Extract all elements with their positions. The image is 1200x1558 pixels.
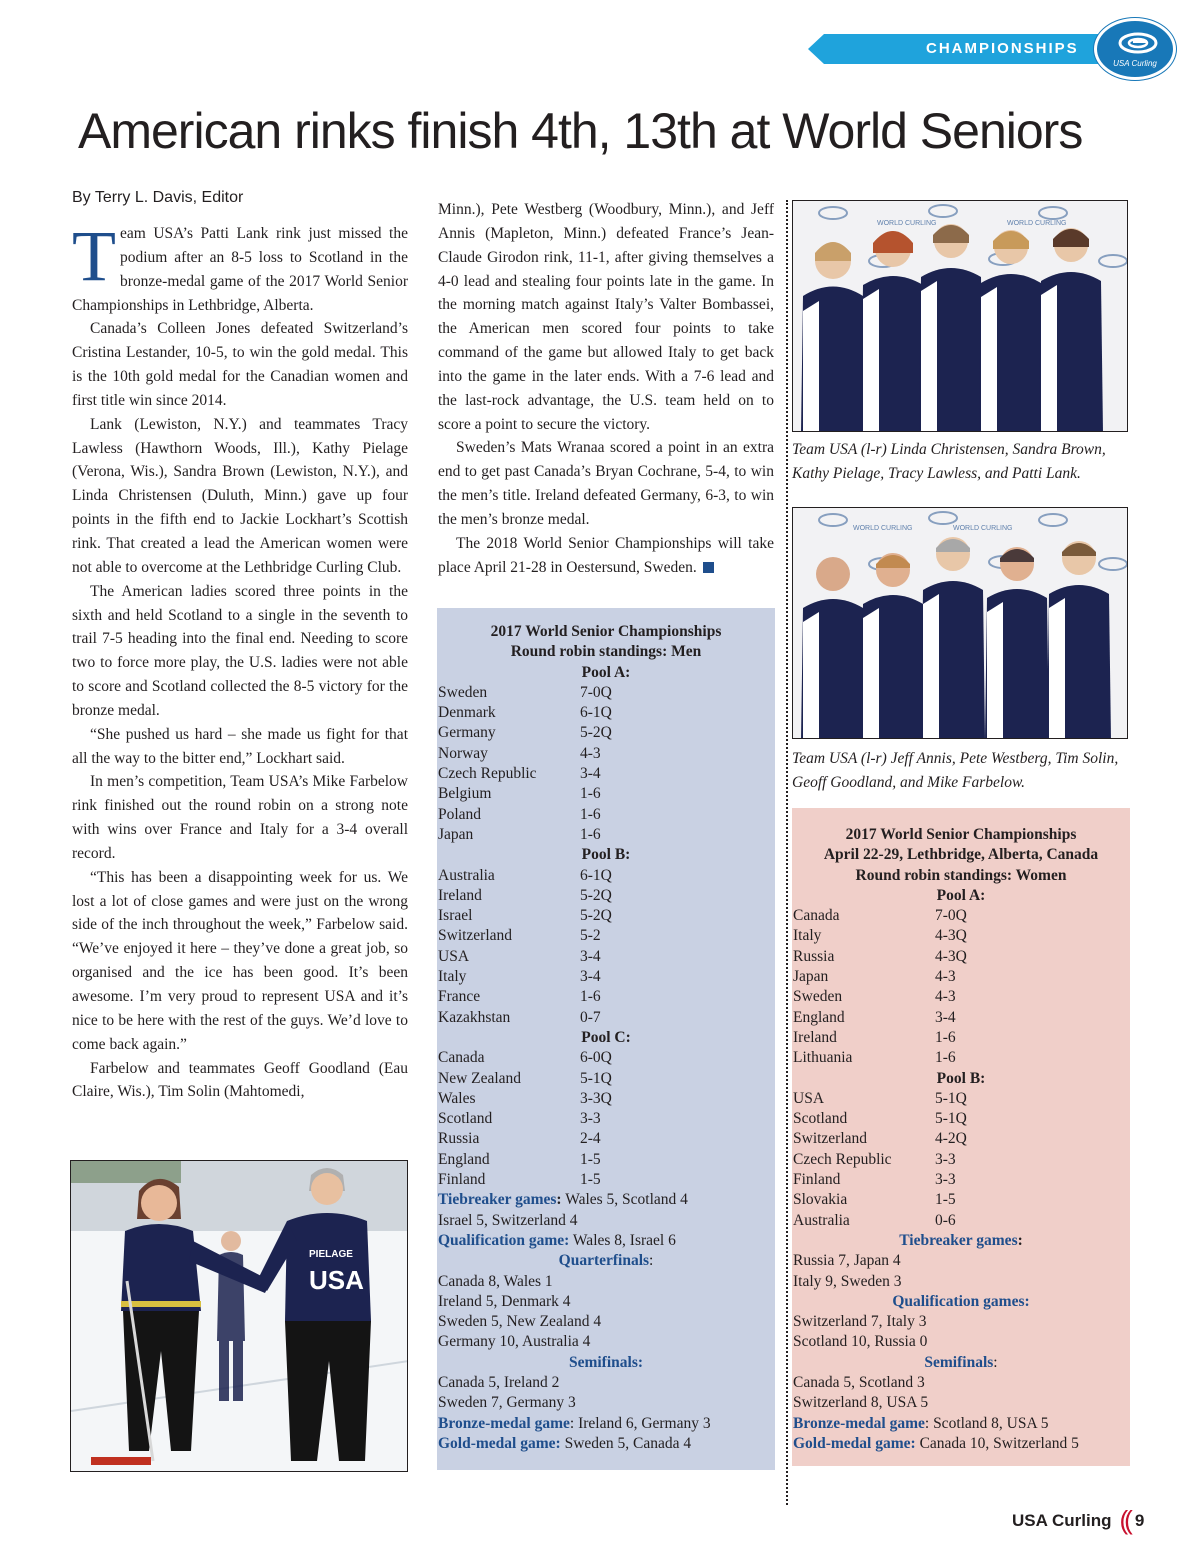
men-photo-caption: Team USA (l-r) Jeff Annis, Pete Westberg, Tim Solin, Geoff Goodland, and Mike Farbelow.: [792, 750, 1119, 791]
pool-c-rows: [437, 1048, 775, 1190]
women-team-photo: [792, 200, 1128, 432]
team-name: Scotland: [438, 1110, 493, 1128]
paragraph: In men’s competition, Team USA’s Mike Farbelow rink finished out the round robin on a strong note with wins over France and Italy for a 3-4 overall record.: [72, 773, 408, 862]
pool-a-rows: [437, 683, 775, 845]
footer-mark-icon: ((: [1119, 1505, 1129, 1535]
team-record: 4-3: [580, 744, 601, 762]
standings-row: [437, 967, 775, 987]
paragraph: “She pushed us hard – she made us fight for that all the way to the bitter end,” Lockhart said.: [72, 725, 408, 767]
end-mark-icon: [703, 562, 714, 573]
team-name: Italy: [438, 968, 467, 986]
result-line: Switzerland 8, USA 5: [793, 1394, 929, 1412]
team-name: Sweden: [438, 683, 488, 701]
paragraph: Farbelow and teammates Geoff Goodland (Eau Claire, Wis.), Tim Solin (Mahtomedi,: [72, 1059, 408, 1101]
result-line: Scotland 10, Russia 0: [793, 1333, 928, 1351]
qualification-line: Qualification game: Wales 8, Israel 6: [438, 1231, 676, 1249]
team-name: Czech Republic: [438, 765, 537, 783]
team-name: Russia: [793, 947, 835, 965]
standings-row: [792, 947, 1130, 967]
team-record: 4-3Q: [935, 927, 967, 945]
byline: By Terry L. Davis, Editor: [72, 189, 244, 206]
qualification-results: [792, 1312, 1130, 1353]
page-footer: [1012, 1505, 1144, 1536]
team-record: 7-0Q: [935, 907, 967, 925]
standings-row: [792, 906, 1130, 926]
team-record: 5-1Q: [935, 1110, 967, 1128]
result-line: Sweden 5, New Zealand 4: [438, 1313, 602, 1331]
standings-row: [437, 1129, 775, 1149]
result-line: Canada 5, Scotland 3: [793, 1374, 925, 1392]
tiebreaker-line: Israel 5, Switzerland 4: [438, 1211, 578, 1229]
team-record: 0-6: [935, 1211, 956, 1229]
team-record: 5-2Q: [580, 886, 612, 904]
paragraph: Canada’s Colleen Jones defeated Switzerland’s Cristina Lestander, 10-5, to win the gold medal. This is the 10th gold medal for the Canadian women and first title win since 2014.: [72, 320, 408, 409]
svg-text:USA: USA: [309, 1265, 364, 1295]
team-name: USA: [793, 1089, 825, 1107]
box-subtitle: Round robin standings: Men: [510, 643, 702, 661]
standings-row: [792, 1089, 1130, 1109]
tiebreaker-heading: Tiebreaker games:: [899, 1231, 1023, 1249]
svg-text:WORLD CURLING: WORLD CURLING: [1007, 220, 1067, 227]
team-record: 1-5: [935, 1191, 956, 1209]
team-record: 0-7: [580, 1008, 601, 1026]
standings-row: [437, 886, 775, 906]
team-name: Sweden: [793, 988, 843, 1006]
box-title: 2017 World Senior Championships: [845, 826, 1077, 843]
team-name: Finland: [793, 1171, 841, 1189]
team-record: 4-3: [935, 968, 956, 986]
standings-row: [437, 784, 775, 804]
team-record: 1-6: [935, 1028, 956, 1046]
team-record: 5-2Q: [580, 724, 612, 742]
standings-row: [437, 744, 775, 764]
team-record: 4-3: [935, 988, 956, 1006]
pool-heading: Pool C:: [581, 1028, 631, 1046]
quarterfinal-results: [437, 1272, 775, 1353]
team-name: Denmark: [438, 704, 496, 722]
standings-row: [437, 1008, 775, 1028]
standings-row: [792, 987, 1130, 1007]
pool-heading: Pool B:: [936, 1069, 986, 1087]
svg-text:WORLD CURLING: WORLD CURLING: [953, 525, 1013, 532]
standings-row: [437, 1109, 775, 1129]
team-record: 3-3: [935, 1171, 956, 1189]
standings-row: [792, 1150, 1130, 1170]
article-column-2: [438, 198, 774, 580]
team-record: 1-6: [580, 785, 601, 803]
tiebreaker-results: [792, 1251, 1130, 1292]
women-standings-box: [792, 808, 1130, 1466]
team-record: 1-5: [580, 1150, 601, 1168]
standings-row: [437, 906, 775, 926]
standings-row: [792, 1008, 1130, 1028]
pool-a-rows: [792, 906, 1130, 1068]
team-name: Italy: [793, 927, 822, 945]
team-record: 2-4: [580, 1130, 601, 1148]
standings-row: [437, 987, 775, 1007]
team-record: 5-2Q: [580, 907, 612, 925]
svg-text:WORLD CURLING: WORLD CURLING: [853, 525, 913, 532]
team-record: 1-6: [580, 825, 601, 843]
usa-curling-logo: [1094, 18, 1176, 80]
team-name: Lithuania: [793, 1049, 853, 1067]
team-name: France: [438, 988, 481, 1006]
paragraph: Lank (Lewiston, N.Y.) and teammates Tracy Lawless (Hawthorn Woods, Ill.), Kathy Pielage (Verona, Wis.), Sandra Brown (Lewiston, N.Y.), and Linda Christensen (Duluth, Minn.) gave up four points in the fifth end to Jackie Lockhart’s Scottish rink. That created a lead the American women were not able to overcome at the Lethbridge Curling Club.: [72, 415, 408, 576]
team-name: Scotland: [793, 1110, 848, 1128]
svg-text:PIELAGE: PIELAGE: [309, 1249, 353, 1260]
box-subtitle: April 22-29, Lethbridge, Alberta, Canada: [823, 846, 1099, 864]
standings-row: [437, 1150, 775, 1170]
standings-row: [792, 1211, 1130, 1231]
team-name: Canada: [438, 1049, 485, 1067]
article-column-1: [72, 216, 408, 1104]
pool-b-rows: [792, 1089, 1130, 1231]
women-photo-caption: Team USA (l-r) Linda Christensen, Sandra Brown, Kathy Pielage, Tracy Lawless, and Patti Lank.: [792, 441, 1106, 482]
result-line: Sweden 7, Germany 3: [438, 1394, 576, 1412]
team-record: 1-6: [935, 1049, 956, 1067]
team-name: Norway: [438, 744, 488, 762]
standings-row: [792, 1190, 1130, 1210]
action-photo: [70, 1160, 408, 1472]
paragraph: Sweden’s Mats Wranaa scored a point in an extra end to get past Canada’s Bryan Cochrane, 5-4, to win the men’s title. Ireland defeated Germany, 6-3, to win the men’s bronze medal.: [438, 439, 774, 528]
team-record: 7-0Q: [580, 683, 612, 701]
result-line: Italy 9, Sweden 3: [793, 1272, 902, 1290]
semifinal-results: [792, 1373, 1130, 1414]
team-record: 6-0Q: [580, 1049, 612, 1067]
team-name: Kazakhstan: [438, 1008, 511, 1026]
tiebreaker-line: Tiebreaker games: Wales 5, Scotland 4: [438, 1191, 688, 1209]
team-name: England: [438, 1150, 490, 1168]
article-title: American rinks finish 4th, 13th at World Seniors: [78, 103, 1083, 159]
team-record: 1-6: [580, 805, 601, 823]
team-record: 3-3: [580, 1110, 601, 1128]
standings-row: [437, 805, 775, 825]
team-name: Finland: [438, 1171, 486, 1189]
standings-row: [437, 947, 775, 967]
result-line: Canada 8, Wales 1: [438, 1272, 553, 1290]
result-line: Switzerland 7, Italy 3: [793, 1313, 927, 1331]
team-record: 6-1Q: [580, 866, 612, 884]
box-title: 2017 World Senior Championships: [490, 623, 722, 640]
pool-b-rows: [437, 866, 775, 1028]
standings-row: [437, 683, 775, 703]
team-name: Germany: [438, 724, 496, 742]
team-record: 6-1Q: [580, 704, 612, 722]
paragraph: The 2018 World Senior Championships will take place April 21-28 in Oestersund, Sweden.: [438, 534, 774, 576]
team-record: 4-3Q: [935, 947, 967, 965]
team-record: 4-2Q: [935, 1130, 967, 1148]
standings-row: [437, 866, 775, 886]
team-record: 3-3Q: [580, 1089, 612, 1107]
team-name: Israel: [438, 907, 473, 925]
pool-heading: Pool A:: [581, 663, 631, 681]
team-name: Wales: [438, 1089, 476, 1107]
standings-row: [437, 825, 775, 845]
semifinals-heading: Semifinals:: [568, 1353, 644, 1371]
standings-row: [792, 967, 1130, 987]
result-line: Ireland 5, Denmark 4: [438, 1292, 571, 1310]
box-subtitle: Round robin standings: Women: [855, 866, 1067, 884]
drop-cap: T: [72, 216, 116, 296]
men-standings-box: [437, 608, 775, 1470]
team-name: New Zealand: [438, 1069, 522, 1087]
team-name: Belgium: [438, 785, 492, 803]
standings-row: [792, 1129, 1130, 1149]
standings-row: [437, 723, 775, 743]
semifinals-heading: Semifinals:: [924, 1353, 998, 1371]
men-team-photo: [792, 507, 1128, 739]
team-name: Ireland: [793, 1028, 837, 1046]
paragraph: The American ladies scored three points in the sixth and held Scotland to a single in the seventh to trail 7-5 heading into the final end. Needing to score two to force more play, the U.S. ladies were not able to score and Scotland collected the 8-5 victory for the bronze medal.: [72, 582, 408, 719]
team-record: 3-4: [935, 1008, 956, 1026]
team-record: 5-2: [580, 927, 601, 945]
standings-row: [792, 1109, 1130, 1129]
qualification-heading: Qualification games:: [892, 1292, 1030, 1310]
team-name: USA: [438, 947, 470, 965]
standings-row: [437, 1069, 775, 1089]
quarterfinals-heading: Quarterfinals:: [558, 1252, 654, 1270]
section-label: CHAMPIONSHIPS: [926, 40, 1079, 57]
team-record: 3-3: [935, 1150, 956, 1168]
team-name: Australia: [793, 1211, 850, 1229]
team-name: Australia: [438, 866, 495, 884]
team-record: 5-1Q: [580, 1069, 612, 1087]
column-divider: [786, 200, 788, 1505]
result-line: Canada 5, Ireland 2: [438, 1373, 560, 1391]
standings-row: [437, 703, 775, 723]
team-name: Slovakia: [793, 1191, 848, 1209]
bronze-line: Bronze-medal game: Scotland 8, USA 5: [793, 1414, 1049, 1432]
logo-text: USA Curling: [1113, 59, 1157, 68]
team-name: Ireland: [438, 886, 482, 904]
standings-row: [437, 764, 775, 784]
result-line: Germany 10, Australia 4: [438, 1333, 591, 1351]
bronze-line: Bronze-medal game: Ireland 6, Germany 3: [438, 1414, 711, 1432]
team-name: Japan: [438, 825, 474, 843]
gold-line: Gold-medal game: Canada 10, Switzerland 5: [793, 1434, 1079, 1452]
team-name: Russia: [438, 1130, 480, 1148]
standings-row: [437, 1048, 775, 1068]
team-record: 1-5: [580, 1171, 601, 1189]
magazine-name: USA Curling: [1012, 1511, 1112, 1530]
paragraph: Team USA’s Patti Lank rink just missed the podium after an 8-5 loss to Scotland in the bronze-medal game of the 2017 World Senior Championships in Lethbridge, Alberta.: [72, 216, 408, 314]
team-record: 3-4: [580, 947, 601, 965]
standings-row: [437, 1089, 775, 1109]
standings-row: [792, 1170, 1130, 1190]
team-record: 3-4: [580, 765, 601, 783]
standings-row: [792, 1028, 1130, 1048]
gold-line: Gold-medal game: Sweden 5, Canada 4: [438, 1434, 692, 1452]
team-record: 3-4: [580, 968, 601, 986]
team-name: Switzerland: [438, 927, 513, 945]
standings-row: [437, 1170, 775, 1190]
standings-row: [792, 926, 1130, 946]
team-record: 5-1Q: [935, 1089, 967, 1107]
team-name: England: [793, 1008, 845, 1026]
result-line: Russia 7, Japan 4: [793, 1252, 901, 1270]
paragraph: Minn.), Pete Westberg (Woodbury, Minn.), and Jeff Annis (Mapleton, Minn.) defeated France’s Jean-Claude Girodon rink, 11-1, after giving themselves a 4-0 lead and stealing four points late in the game. In the morning match against Italy’s Valter Bombassei, the American men scored four points to take command of the game but allowed Italy to get back into the game in the later ends. With a 7-6 lead and the last-rock advantage, the U.S. team held on to score a point to secure the victory.: [438, 201, 774, 433]
team-name: Czech Republic: [793, 1150, 892, 1168]
svg-text:WORLD CURLING: WORLD CURLING: [877, 220, 937, 227]
team-name: Switzerland: [793, 1130, 868, 1148]
page-number: 9: [1134, 1511, 1145, 1530]
team-name: Japan: [793, 968, 829, 986]
paragraph: “This has been a disappointing week for us. We lost a lot of close games and were just on the wrong side of the inch throughout the week,” Farbelow said. “We’ve enjoyed it here – they’ve done a great job, so organised and the ice has been good. It’s been awesome. I’m very proud to represent USA and it’s nice to be here with the rest of the guys. We’d love to come back again.”: [72, 868, 408, 1053]
semifinal-results: [437, 1373, 775, 1414]
standings-row: [437, 926, 775, 946]
curling-stone-icon: [1097, 21, 1179, 83]
team-name: Canada: [793, 907, 840, 925]
team-name: Poland: [438, 805, 482, 823]
standings-row: [792, 1048, 1130, 1068]
pool-heading: Pool B:: [581, 846, 631, 864]
pool-heading: Pool A:: [936, 886, 986, 904]
team-record: 1-6: [580, 988, 601, 1006]
